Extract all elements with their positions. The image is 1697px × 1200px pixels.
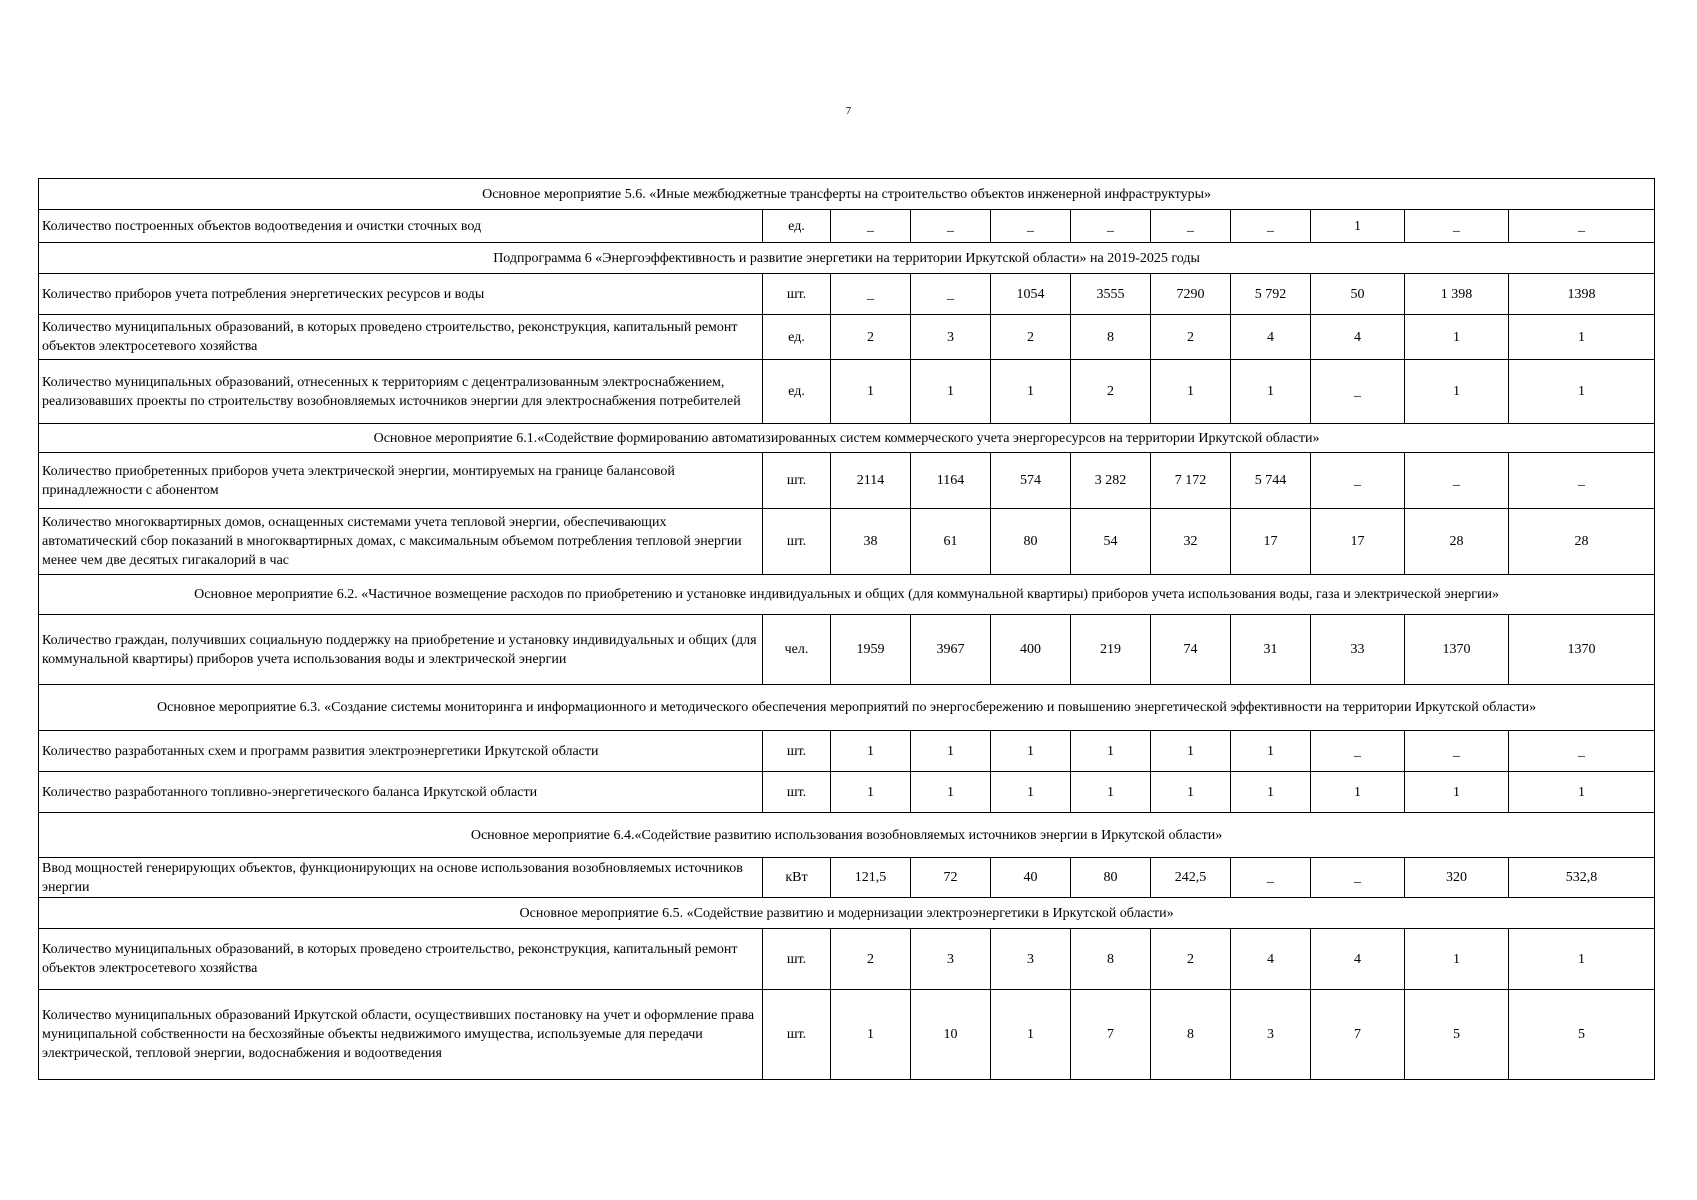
indicator-value-cell: _ (1151, 210, 1231, 243)
indicator-value-cell: _ (1231, 858, 1311, 898)
indicator-value-cell: 7 (1071, 990, 1151, 1080)
indicator-value-cell: 1 (1311, 772, 1405, 813)
indicator-value-cell: _ (1071, 210, 1151, 243)
indicator-value-cell: 33 (1311, 615, 1405, 685)
indicator-name: Количество граждан, получивших социальную поддержку на приобретение и установку индивидуальных и общих (для коммунальной квартиры) приборов учета использования воды и электрической энергии (39, 615, 763, 685)
indicator-value-cell: 1 (831, 772, 911, 813)
indicator-value-cell: 1 (831, 990, 911, 1080)
indicator-row (39, 360, 1655, 424)
indicator-value-cell: 1 (1311, 210, 1405, 243)
indicator-row (39, 453, 1655, 509)
indicator-row (39, 731, 1655, 772)
indicator-value-cell: 4 (1311, 929, 1405, 990)
indicator-value-cell: 8 (1071, 315, 1151, 360)
indicator-name: Количество муниципальных образований, в которых проведено строительство, реконструкция, капитальный ремонт объектов электросетевого хозяйства (39, 929, 763, 990)
indicator-value-cell: 2 (831, 315, 911, 360)
indicator-value-cell: _ (1311, 731, 1405, 772)
indicator-value-cell: 2114 (831, 453, 911, 509)
indicator-row (39, 990, 1655, 1080)
indicator-value-cell: 1 (1231, 731, 1311, 772)
section-header-row (39, 685, 1655, 731)
indicator-value-cell: 31 (1231, 615, 1311, 685)
indicator-name: Количество муниципальных образований, отнесенных к территориям с децентрализованным электроснабжением, реализовавших проекты по строительству возобновляемых источников энергии для электроснабжения потребителей (39, 360, 763, 424)
indicator-value-cell: 1 (1071, 772, 1151, 813)
indicator-value-cell: _ (911, 210, 991, 243)
indicator-value-cell: _ (1311, 858, 1405, 898)
indicator-unit: шт. (763, 990, 831, 1080)
indicator-row (39, 929, 1655, 990)
indicator-value-cell: _ (1231, 210, 1311, 243)
indicator-name: Количество многоквартирных домов, оснащенных системами учета тепловой энергии, обеспечивающих автоматический сбор показаний в многоквартирных домах, с максимальным объемом потребления тепловой энергии менее чем две десятых гигакалорий в час (39, 509, 763, 575)
indicator-name: Количество приборов учета потребления энергетических ресурсов и воды (39, 274, 763, 315)
indicator-value-cell: 1398 (1509, 274, 1655, 315)
indicator-value-cell: 1054 (991, 274, 1071, 315)
indicator-unit: ед. (763, 360, 831, 424)
indicator-value-cell: 1370 (1405, 615, 1509, 685)
indicator-unit: шт. (763, 509, 831, 575)
indicator-value-cell: 574 (991, 453, 1071, 509)
indicator-value-cell: 3 (911, 315, 991, 360)
indicator-value-cell: 1 (1405, 772, 1509, 813)
indicator-value-cell: 1 (1509, 360, 1655, 424)
indicator-unit: ед. (763, 210, 831, 243)
indicator-value-cell: 242,5 (1151, 858, 1231, 898)
indicator-value-cell: 1 (1405, 315, 1509, 360)
indicator-value-cell: 1 (1405, 360, 1509, 424)
section-header-row (39, 898, 1655, 929)
indicator-value-cell: 8 (1151, 990, 1231, 1080)
indicators-table-container (38, 178, 1655, 1080)
indicator-name: Ввод мощностей генерирующих объектов, функционирующих на основе использования возобновляемых источников энергии (39, 858, 763, 898)
indicator-value-cell: 2 (991, 315, 1071, 360)
indicator-row (39, 615, 1655, 685)
indicator-value-cell: 7290 (1151, 274, 1231, 315)
indicator-unit: шт. (763, 453, 831, 509)
indicator-value-cell: 74 (1151, 615, 1231, 685)
indicator-name: Количество муниципальных образований Иркутской области, осуществивших постановку на учет и оформление права муниципальной собственности на бесхозяйные объекты недвижимого имущества, используемые для передачи электрической, тепловой энергии, водоснабжения и водоотведения (39, 990, 763, 1080)
indicator-value-cell: 400 (991, 615, 1071, 685)
indicator-unit: ед. (763, 315, 831, 360)
section-header-row (39, 575, 1655, 615)
indicator-row (39, 274, 1655, 315)
indicator-value-cell: 1959 (831, 615, 911, 685)
indicator-value-cell: 1 (1071, 731, 1151, 772)
indicator-value-cell: 1 (991, 731, 1071, 772)
indicator-unit: шт. (763, 274, 831, 315)
indicator-value-cell: 28 (1509, 509, 1655, 575)
indicator-row (39, 315, 1655, 360)
indicator-value-cell: 1370 (1509, 615, 1655, 685)
indicator-value-cell: 1 (1151, 772, 1231, 813)
section-header-row (39, 243, 1655, 274)
indicator-value-cell: 1 (831, 731, 911, 772)
indicator-value-cell: 1 (1151, 731, 1231, 772)
indicator-value-cell: 7 (1311, 990, 1405, 1080)
indicator-value-cell: 1 (991, 772, 1071, 813)
indicator-value-cell: 4 (1231, 929, 1311, 990)
section-header-row (39, 813, 1655, 858)
indicator-value-cell: 1 (1509, 929, 1655, 990)
indicator-value-cell: 1 (1151, 360, 1231, 424)
indicator-name: Количество приобретенных приборов учета электрической энергии, монтируемых на границе балансовой принадлежности с абонентом (39, 453, 763, 509)
indicator-value-cell: _ (911, 274, 991, 315)
indicator-row (39, 210, 1655, 243)
section-title: Подпрограмма 6 «Энергоэффективность и развитие энергетики на территории Иркутской области» на 2019-2025 годы (39, 243, 1655, 274)
page-number: 7 (845, 105, 852, 117)
indicator-value-cell: _ (831, 210, 911, 243)
section-title: Основное мероприятие 6.5. «Содействие развитию и модернизации электроэнергетики в Иркутской области» (39, 898, 1655, 929)
indicator-value-cell: 1 (911, 360, 991, 424)
indicator-value-cell: _ (1311, 453, 1405, 509)
indicator-value-cell: _ (1405, 453, 1509, 509)
indicator-value-cell: 1164 (911, 453, 991, 509)
indicator-value-cell: 1 (991, 360, 1071, 424)
indicator-row (39, 509, 1655, 575)
indicator-value-cell: 80 (991, 509, 1071, 575)
indicator-value-cell: 5 744 (1231, 453, 1311, 509)
indicator-value-cell: 532,8 (1509, 858, 1655, 898)
indicator-name: Количество построенных объектов водоотведения и очистки сточных вод (39, 210, 763, 243)
indicator-value-cell: 8 (1071, 929, 1151, 990)
section-title: Основное мероприятие 6.2. «Частичное возмещение расходов по приобретению и установке индивидуальных и общих (для коммунальной квартиры) приборов учета использования воды, газа и электрической энергии» (39, 575, 1655, 615)
section-header-row (39, 424, 1655, 453)
indicator-value-cell: 50 (1311, 274, 1405, 315)
indicator-value-cell: 3 (911, 929, 991, 990)
indicator-value-cell: 219 (1071, 615, 1151, 685)
indicator-value-cell: 4 (1231, 315, 1311, 360)
indicator-value-cell: 1 398 (1405, 274, 1509, 315)
indicator-value-cell: _ (1509, 453, 1655, 509)
indicator-unit: шт. (763, 929, 831, 990)
section-title: Основное мероприятие 6.3. «Создание системы мониторинга и информационного и методического обеспечения мероприятий по энергосбережению и повышению энергетической эффективности на территории Иркутской области» (39, 685, 1655, 731)
indicator-value-cell: 2 (1071, 360, 1151, 424)
indicator-unit: шт. (763, 772, 831, 813)
section-title: Основное мероприятие 5.6. «Иные межбюджетные трансферты на строительство объектов инженерной инфраструктуры» (39, 179, 1655, 210)
indicator-value-cell: 28 (1405, 509, 1509, 575)
indicator-value-cell: 2 (831, 929, 911, 990)
indicator-value-cell: 7 172 (1151, 453, 1231, 509)
indicator-value-cell: _ (991, 210, 1071, 243)
indicator-value-cell: 4 (1311, 315, 1405, 360)
indicator-value-cell: 121,5 (831, 858, 911, 898)
indicator-name: Количество разработанного топливно-энергетического баланса Иркутской области (39, 772, 763, 813)
indicator-value-cell: _ (831, 274, 911, 315)
indicator-value-cell: 2 (1151, 315, 1231, 360)
indicator-value-cell: 40 (991, 858, 1071, 898)
section-header-row (39, 179, 1655, 210)
indicator-value-cell: 5 (1405, 990, 1509, 1080)
indicator-value-cell: 38 (831, 509, 911, 575)
indicator-value-cell: 3967 (911, 615, 991, 685)
indicator-name: Количество разработанных схем и программ развития электроэнергетики Иркутской области (39, 731, 763, 772)
indicator-value-cell: 17 (1311, 509, 1405, 575)
indicator-row (39, 772, 1655, 813)
indicator-value-cell: 1 (1509, 315, 1655, 360)
indicator-value-cell: 32 (1151, 509, 1231, 575)
indicator-value-cell: 2 (1151, 929, 1231, 990)
indicator-unit: чел. (763, 615, 831, 685)
indicator-value-cell: 3555 (1071, 274, 1151, 315)
indicator-value-cell: 1 (1405, 929, 1509, 990)
indicator-value-cell: _ (1405, 210, 1509, 243)
indicator-value-cell: _ (1311, 360, 1405, 424)
indicator-value-cell: 10 (911, 990, 991, 1080)
indicator-value-cell: 1 (1231, 772, 1311, 813)
indicator-value-cell: 3 282 (1071, 453, 1151, 509)
section-title: Основное мероприятие 6.4.«Содействие развитию использования возобновляемых источников энергии в Иркутской области» (39, 813, 1655, 858)
indicator-value-cell: 72 (911, 858, 991, 898)
indicator-value-cell: 3 (991, 929, 1071, 990)
indicator-value-cell: 61 (911, 509, 991, 575)
indicator-value-cell: 1 (1231, 360, 1311, 424)
indicator-value-cell: 80 (1071, 858, 1151, 898)
indicators-table (38, 178, 1655, 1080)
indicator-value-cell: _ (1509, 731, 1655, 772)
indicator-unit: кВт (763, 858, 831, 898)
indicator-value-cell: 5 (1509, 990, 1655, 1080)
indicator-value-cell: _ (1509, 210, 1655, 243)
indicator-name: Количество муниципальных образований, в которых проведено строительство, реконструкция, капитальный ремонт объектов электросетевого хозяйства (39, 315, 763, 360)
indicator-value-cell: 1 (991, 990, 1071, 1080)
indicator-row (39, 858, 1655, 898)
indicator-value-cell: 17 (1231, 509, 1311, 575)
indicator-value-cell: 3 (1231, 990, 1311, 1080)
indicator-value-cell: 5 792 (1231, 274, 1311, 315)
indicator-value-cell: 54 (1071, 509, 1151, 575)
indicator-value-cell: _ (1405, 731, 1509, 772)
indicator-value-cell: 1 (1509, 772, 1655, 813)
indicator-value-cell: 320 (1405, 858, 1509, 898)
indicator-unit: шт. (763, 731, 831, 772)
section-title: Основное мероприятие 6.1.«Содействие формированию автоматизированных систем коммерческого учета энергоресурсов на территории Иркутской области» (39, 424, 1655, 453)
indicator-value-cell: 1 (911, 731, 991, 772)
indicator-value-cell: 1 (911, 772, 991, 813)
indicator-value-cell: 1 (831, 360, 911, 424)
